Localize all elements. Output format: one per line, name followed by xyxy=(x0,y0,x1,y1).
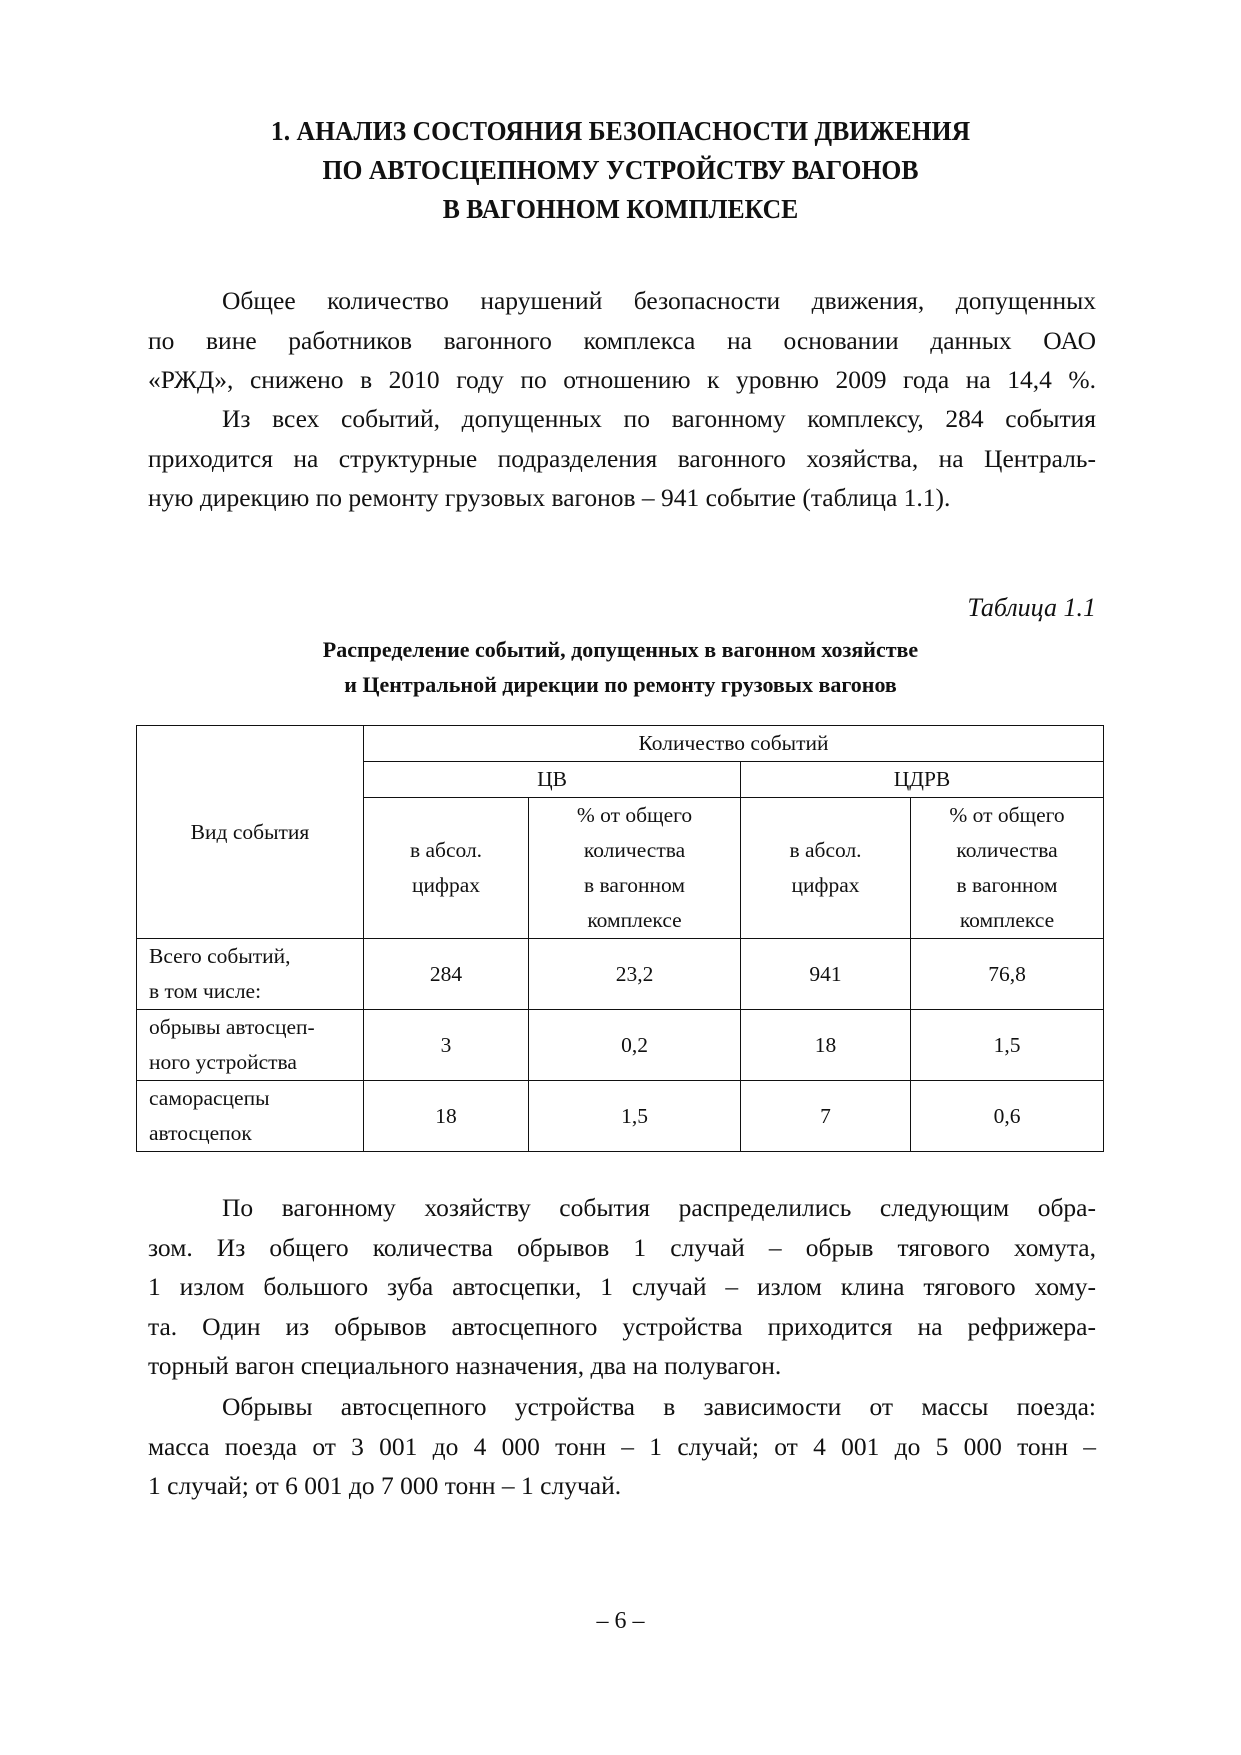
cell-cdrv-abs: 941 xyxy=(741,939,911,1010)
row-label-line: обрывы автосцеп- xyxy=(149,1015,315,1039)
paragraph-3 xyxy=(148,1188,1096,1386)
row-label-line: ного устройства xyxy=(149,1050,297,1074)
cell-cdrv-abs: 18 xyxy=(741,1010,911,1081)
events-table xyxy=(136,725,1104,1152)
header-cdrv-pct xyxy=(911,798,1104,939)
paragraph-1 xyxy=(148,281,1096,400)
cell-cdrv-pct: 1,5 xyxy=(911,1010,1104,1081)
text-line: 1 случай; от 6 001 до 7 000 тонн – 1 случай. xyxy=(148,1471,622,1500)
header-line: в абсол. xyxy=(409,838,483,862)
row-label-line: Всего событий, xyxy=(149,944,291,968)
header-line: % от общего xyxy=(949,803,1065,827)
header-line: комплексе xyxy=(959,908,1055,932)
header-line: в абсол. xyxy=(789,838,862,862)
header-line: в вагонном xyxy=(956,873,1058,897)
text-line: 1 излом большого зуба автосцепки, 1 случай – излом клина тягового хому- xyxy=(148,1272,1096,1301)
header-group-cdrv: ЦДРВ xyxy=(741,762,1104,798)
table-row xyxy=(137,939,1104,1010)
cell-cdrv-pct: 0,6 xyxy=(911,1081,1104,1152)
row-label xyxy=(137,939,364,1010)
heading-line: В ВАГОННОМ КОМПЛЕКСЕ xyxy=(442,194,799,224)
row-label-line: саморасцепы xyxy=(149,1086,270,1110)
header-event-type: Вид события xyxy=(137,726,364,939)
text-line: По вагонному хозяйству события распределились следующим обра- xyxy=(222,1193,1096,1222)
paragraph-4 xyxy=(148,1387,1096,1506)
header-count-group: Количество событий xyxy=(364,726,1104,762)
cell-cv-pct: 1,5 xyxy=(529,1081,741,1152)
text-line: приходится на структурные подразделения вагонного хозяйства, на Централь- xyxy=(148,443,1096,473)
header-line: цифрах xyxy=(791,873,860,897)
table-row xyxy=(137,1010,1104,1081)
text-line: Общее количество нарушений безопасности движения, допущенных xyxy=(222,286,1096,315)
cell-cv-pct: 23,2 xyxy=(529,939,741,1010)
text-line: Обрывы автосцепного устройства в зависимости от массы поезда: xyxy=(222,1392,1096,1421)
heading-line: 1. АНАЛИЗ СОСТОЯНИЯ БЕЗОПАСНОСТИ ДВИЖЕНИЯ xyxy=(270,116,971,146)
header-line: количества xyxy=(956,838,1058,862)
heading-line: ПО АВТОСЦЕПНОМУ УСТРОЙСТВУ ВАГОНОВ xyxy=(322,155,919,185)
header-line: цифрах xyxy=(412,873,480,897)
cell-cv-abs: 284 xyxy=(364,939,529,1010)
section-heading xyxy=(0,112,1241,229)
cell-cdrv-pct: 76,8 xyxy=(911,939,1104,1010)
table-title-line: Распределение событий, допущенных в вагонном хозяйстве xyxy=(322,637,919,662)
cell-cv-pct: 0,2 xyxy=(529,1010,741,1081)
text-line: зом. Из общего количества обрывов 1 случай – обрыв тягового хомута, xyxy=(148,1232,1096,1262)
page-number: – 6 – xyxy=(596,1608,645,1634)
row-label-line: в том числе: xyxy=(149,979,262,1003)
text-line: масса поезда от 3 001 до 4 000 тонн – 1 случай; от 4 001 до 5 000 тонн – xyxy=(148,1431,1096,1461)
table-row xyxy=(137,1081,1104,1152)
header-group-cv: ЦВ xyxy=(364,762,741,798)
row-label-line: автосцепок xyxy=(149,1121,252,1145)
cell-cv-abs: 3 xyxy=(364,1010,529,1081)
text-line: торный вагон специального назначения, два на полувагон. xyxy=(148,1351,782,1380)
header-line: в вагонном xyxy=(584,873,685,897)
text-line: та. Один из обрывов автосцепного устройства приходится на рефрижера- xyxy=(148,1311,1096,1341)
text-line: «РЖД», снижено в 2010 году по отношению к уровню 2009 года на 14,4 %. xyxy=(148,365,1096,394)
row-label xyxy=(137,1010,364,1081)
text-line: по вине работников вагонного комплекса на основании данных ОАО xyxy=(148,325,1096,355)
header-line: количества xyxy=(583,838,686,862)
header-line: % от общего xyxy=(576,803,693,827)
cell-cv-abs: 18 xyxy=(364,1081,529,1152)
table-title xyxy=(0,632,1241,702)
table-number: Таблица 1.1 xyxy=(967,593,1096,622)
header-cv-pct xyxy=(529,798,741,939)
text-line: ную дирекцию по ремонту грузовых вагонов – 941 событие (таблица 1.1). xyxy=(148,483,951,512)
header-line: комплексе xyxy=(587,908,682,932)
header-cv-abs xyxy=(364,798,529,939)
header-cdrv-abs xyxy=(741,798,911,939)
row-label xyxy=(137,1081,364,1152)
cell-cdrv-abs: 7 xyxy=(741,1081,911,1152)
text-line: Из всех событий, допущенных по вагонному комплексу, 284 события xyxy=(222,404,1096,433)
table-title-line: и Центральной дирекции по ремонту грузовых вагонов xyxy=(344,672,897,697)
paragraph-2 xyxy=(148,399,1096,518)
